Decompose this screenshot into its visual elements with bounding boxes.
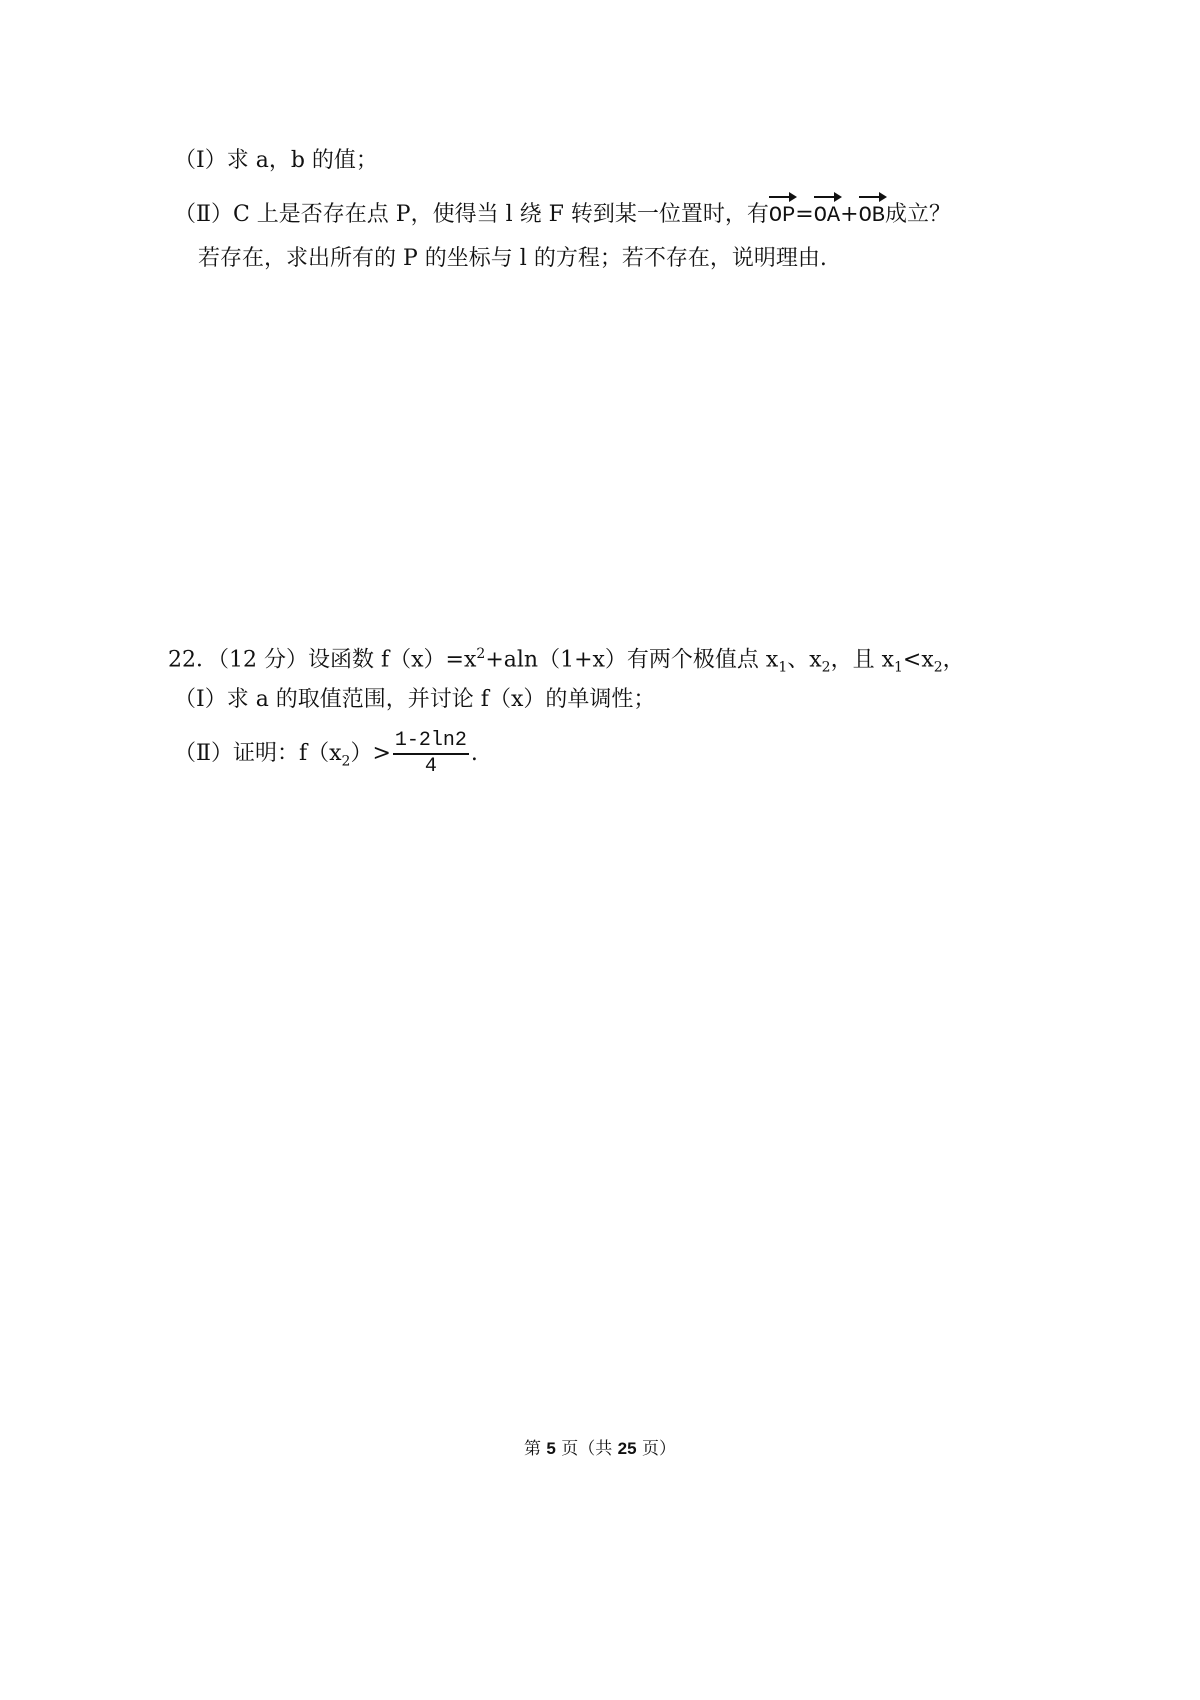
q22-score: （12 分） — [218, 647, 308, 673]
page-footer: 第 5 页（共 25 页） — [523, 1439, 676, 1459]
q21-part2-continuation: 若存在，求出所有的 P 的坐标与 l 的方程；若不存在，说明理由. — [198, 246, 827, 271]
q22-part1-label: （Ⅰ） — [174, 687, 227, 712]
q21-part1 — [174, 145, 378, 177]
plus-sign: + — [840, 202, 859, 227]
total-pages: 25 — [617, 1439, 637, 1458]
q21-part2-text: C 上是否存在点 P，使得当 l 绕 F 转到某一位置时，有 — [232, 202, 769, 227]
vector-arrow-icon — [769, 196, 795, 198]
q21-part2-label: （Ⅱ） — [174, 202, 233, 227]
current-page-number: 5 — [546, 1439, 556, 1458]
fraction — [393, 730, 469, 778]
q21-part1-label: （Ⅰ） — [174, 148, 227, 173]
q21-part2-end: 成立？ — [884, 202, 951, 227]
vector-arrow-icon — [814, 196, 840, 198]
vector-oa: OA — [814, 194, 840, 232]
q22-part2-label: （Ⅱ） — [174, 741, 233, 766]
q22-stem: 22．（12 分）设函数 $f(x)=x^2+aln(1+x)$有两个极值点 $x_1$、$x_2$，且 $x_1<x_2$， — [168, 646, 965, 676]
vector-arrow-icon — [859, 196, 885, 198]
fraction-numerator: 1-2ln2 — [393, 730, 469, 755]
q21-part1-text: 求 a，b 的值； — [226, 148, 378, 173]
fraction-denominator: 4 — [424, 755, 437, 778]
vector-ob: OB — [859, 194, 885, 232]
q21-part2 — [174, 194, 951, 232]
q22-part1 — [174, 684, 655, 716]
q22-number: 22． — [168, 647, 218, 673]
q22-part2: （Ⅱ）证明：$f(x_2)>$ $\frac{1-2\ln 2}{4}$ . — [174, 729, 478, 778]
equals-sign: = — [795, 202, 814, 227]
q22-part1-text: 求 a 的取值范围，并讨论 f（x）的单调性； — [226, 687, 656, 712]
vector-op: OP — [769, 194, 795, 232]
